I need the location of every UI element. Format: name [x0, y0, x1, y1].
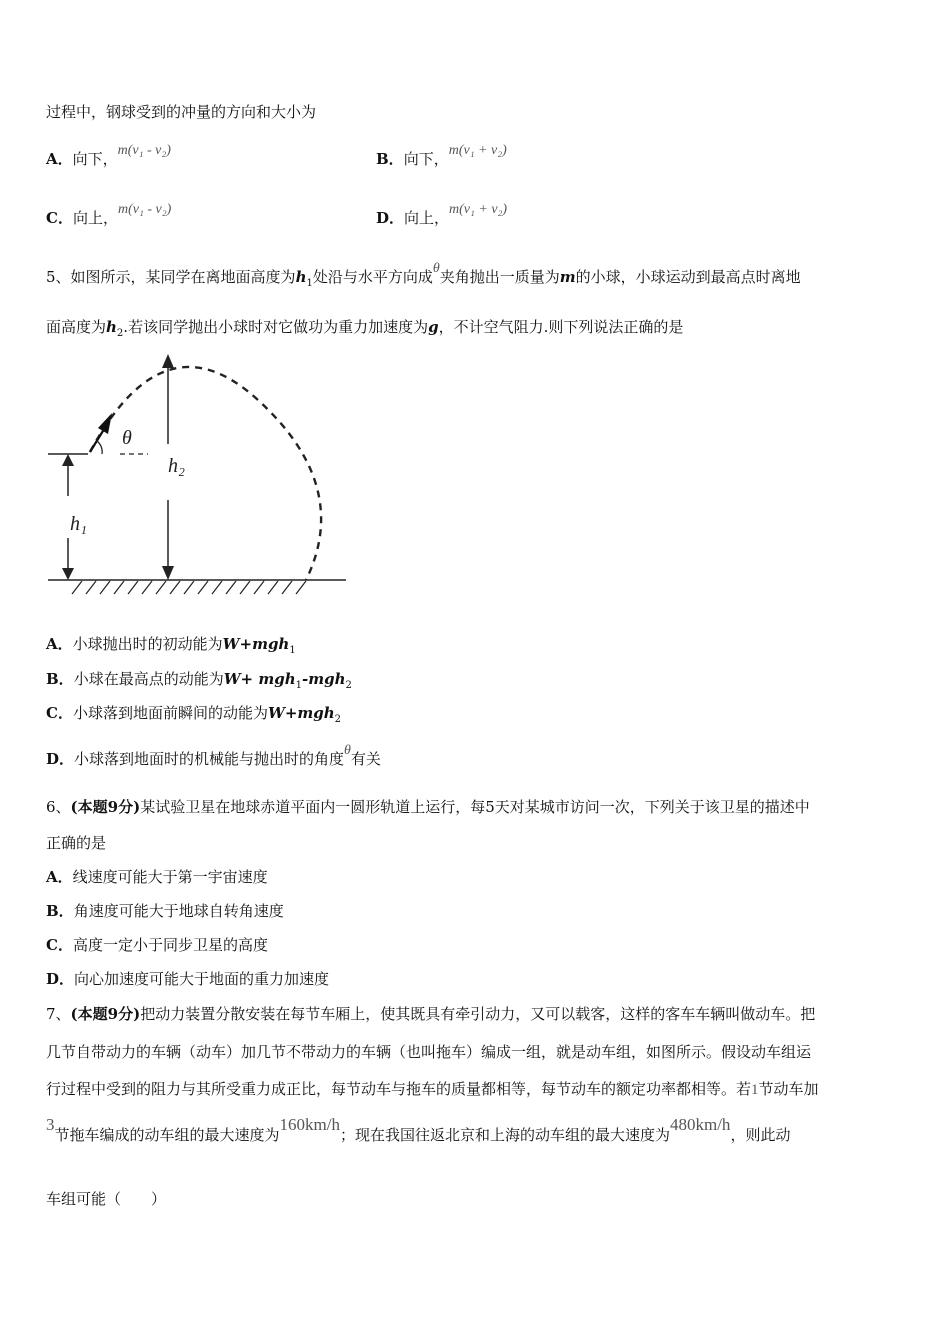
- q7-stem-line4: 3节拖车编成的动车组的最大速度为160km/h；现在我国往返北京和上海的动车组的最大速度为480km/h，则此动: [46, 1115, 791, 1144]
- q7-number: 7、: [46, 1005, 71, 1023]
- theta-symbol: θ: [344, 743, 351, 758]
- q6-stem-line1: 6、(本题9分)某试验卫星在地球赤道平面内一圆形轨道上运行，每5天对某城市访问一次，下列关于该卫星的描述中: [46, 798, 810, 816]
- q6-option-b[interactable]: B．角速度可能大于地球自转角速度: [46, 902, 284, 920]
- option-text: 向上，: [404, 209, 450, 227]
- launch-direction-arrow: [98, 413, 112, 434]
- q5-option-a[interactable]: A．小球抛出时的初动能为W+mgh$_1$: [46, 635, 296, 656]
- option-text: 向下，: [72, 150, 118, 168]
- option-label: D．: [376, 209, 405, 227]
- theta-symbol: θ: [432, 261, 440, 276]
- q6-option-c[interactable]: C．高度一定小于同步卫星的高度: [46, 936, 268, 954]
- q4-option-c[interactable]: [46, 202, 172, 228]
- option-expr: m(v₁ + v₂): [449, 202, 508, 217]
- theta-label: θ: [122, 427, 132, 449]
- q6-tag: (本题9分): [70, 798, 141, 816]
- option-label: C．: [46, 209, 73, 227]
- q5-stem-line2: 面高度为$h_2$.若该同学抛出小球时对它做功为重力加速度为g，不计空气阻力.则下列说法正确的是: [46, 318, 684, 339]
- option-text: 向上，: [72, 209, 118, 227]
- q6-option-d[interactable]: D．向心加速度可能大于地面的重力加速度: [46, 970, 330, 988]
- q4-option-b[interactable]: [376, 143, 507, 169]
- q5-option-c[interactable]: C．小球落到地面前瞬间的动能为W+mgh$_2$: [46, 704, 342, 725]
- q6-stem-line2: 正确的是: [46, 834, 107, 852]
- q7-stem-line2: 几节自带动力的车辆（动车）加几节不带动力的车辆（也叫拖车）编成一组，就是动车组，如图所示。假设动车组运: [46, 1043, 812, 1061]
- option-expr: m(v₁ - v₂): [117, 143, 171, 158]
- q4-option-a[interactable]: [46, 143, 171, 169]
- q6-option-a[interactable]: A．线速度可能大于第一宇宙速度: [46, 868, 268, 886]
- option-label: A．: [46, 150, 73, 168]
- option-expr: m(v₁ - v₂): [117, 202, 172, 217]
- q5-number: 5、: [46, 268, 71, 286]
- angle-arc: [97, 441, 102, 454]
- ground-hatching: [72, 581, 306, 594]
- q7-tag: (本题9分): [70, 1005, 141, 1023]
- q6-number: 6、: [46, 798, 71, 816]
- projectile-figure: [44, 340, 354, 600]
- q7-stem-line5: 车组可能（ ）: [46, 1190, 167, 1208]
- h2-label: h₂: [168, 455, 185, 477]
- option-expr: m(v₁ + v₂): [448, 143, 507, 158]
- option-label: B．: [376, 150, 404, 168]
- q5-option-d[interactable]: D．小球落到地面时的机械能与抛出时的角度θ有关: [46, 743, 381, 768]
- q7-stem-line1: 7、(本题9分)把动力装置分散安装在每节车厢上，使其既具有牵引动力，又可以载客，这样的客车车辆叫做动车。把: [46, 1005, 816, 1023]
- h1-label: h₁: [70, 513, 87, 535]
- trajectory-path: [90, 367, 321, 580]
- q7-stem-line3: 行过程中受到的阻力与其所受重力成正比，每节动车与拖车的质量都相等，每节动车的额定功率都相等。若1节动车加: [46, 1080, 819, 1098]
- q5-stem-line1: 5、如图所示，某同学在离地面高度为$h_1$处沿与水平方向成θ夹角抛出一质量为m的小球，小球运动到最高点时离地: [46, 261, 801, 289]
- q4-stem-tail: 过程中，钢球受到的冲量的方向和大小为: [46, 103, 317, 121]
- option-text: 向下，: [403, 150, 449, 168]
- q5-option-b[interactable]: B．小球在最高点的动能为W+ mgh$_1$-mgh$_2$: [46, 670, 352, 691]
- q4-option-d[interactable]: [376, 202, 508, 228]
